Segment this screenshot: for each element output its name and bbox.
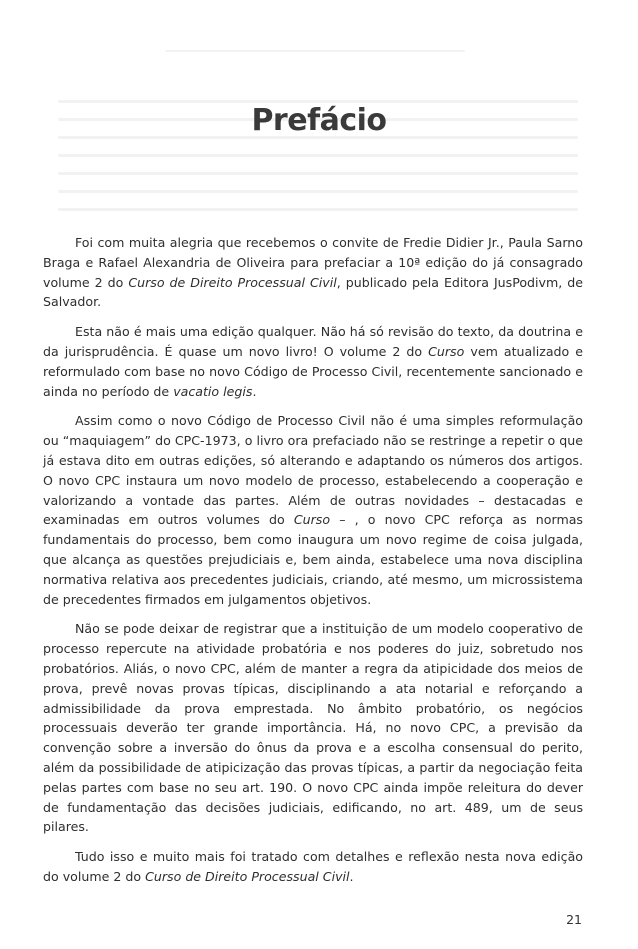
paragraph-1: Foi com muita alegria que recebemos o convite de Fredie Didier Jr., Paula Sarno Braga e Rafael Alexandria de Oliveira para prefaciar a 10ª edição do já consagrado volume 2 do Curso de Direito Processual Civil, publicado pela Editora JusPodivm, de Salvador.	[43, 235, 583, 310]
preface-body	[43, 233, 583, 897]
page-title: Prefácio	[251, 103, 387, 138]
paragraph-3: Assim como o novo Código de Processo Civil não é uma simples reformulação ou “maquiagem” do CPC-1973, o livro ora prefaciado não se restringe a repetir o que já estava dito em outras edições, só alterando e adaptando os números dos artigos. O novo CPC instaura um novo modelo de processo, estabelecendo a cooperação e valorizando a vontade das partes. Além de outras novidades – destacadas e examinadas em outros volumes do Curso – , o novo CPC reforça as normas fundamentais do processo, bem como inaugura um novo regime de coisa julgada, que alcança as questões prejudiciais e, bem ainda, estabelece uma nova disciplina normativa relativa aos precedentes judiciais, criando, até mesmo, um microssistema de precedentes firmados em julgamentos objetivos.	[43, 413, 583, 607]
paragraph-4: Não se pode deixar de registrar que a instituição de um modelo cooperativo de processo repercute na atividade probatória e nos poderes do juiz, sobretudo nos probatórios. Aliás, o novo CPC, além de manter a regra da atipicidade dos meios de prova, prevê novas provas típicas, disciplinando a ata notarial e reforçando a admissibilidade da prova emprestada. No âmbito probatório, os negócios processuais deverão ter grande importância. Há, no novo CPC, a previsão da convenção sobre a inversão do ônus da prova e a escolha consensual do perito, além da possibilidade de atipicização das provas típicas, a partir da negociação feita pelas partes com base no seu art. 190. O novo CPC ainda impõe releitura do dever de fundamentação das decisões judiciais, edificando, no art. 489, um de seus pilares.	[43, 621, 583, 835]
paragraph-5: Tudo isso e muito mais foi tratado com detalhes e reflexão nesta nova edição do volume 2 do Curso de Direito Processual Civil.	[43, 849, 583, 884]
paragraph-2: Esta não é mais uma edição qualquer. Não há só revisão do texto, da doutrina e da jurisprudência. É quase um novo livro! O volume 2 do Curso vem atualizado e reformulado com base no novo Código de Processo Civil, recentemente sancionado e ainda no período de vacatio legis.	[43, 324, 583, 399]
page-number: 21	[566, 912, 582, 927]
